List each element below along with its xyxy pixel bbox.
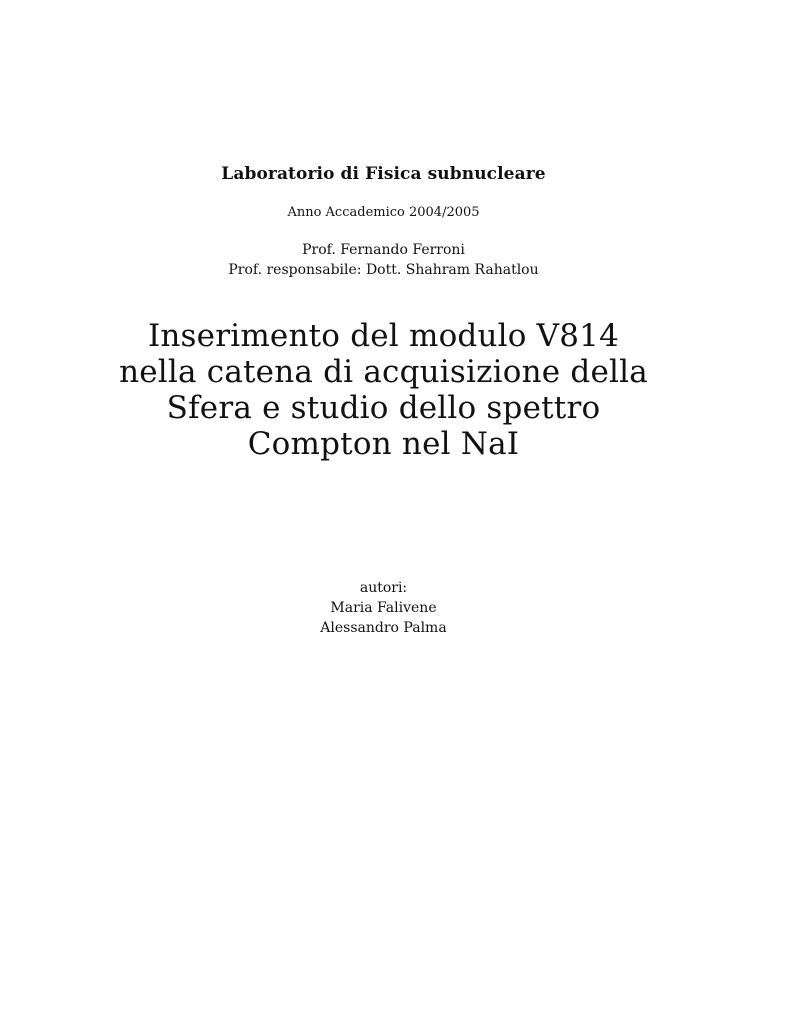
- lab-title: Laboratorio di Fisica subnucleare: [221, 164, 546, 184]
- authors-block: [0, 578, 767, 638]
- title-line: Sfera e studio dello spettro: [166, 390, 601, 426]
- authors-label: autori:: [359, 580, 408, 596]
- document-title: [0, 318, 767, 462]
- responsible-professor: Prof. responsabile: Dott. Shahram Rahatlou: [228, 262, 539, 278]
- author-name: Alessandro Palma: [320, 620, 447, 636]
- title-line: Inserimento del modulo V814: [147, 318, 620, 354]
- author-name: Maria Falivene: [330, 600, 437, 616]
- academic-year: Anno Accademico 2004/2005: [287, 205, 480, 220]
- title-line: nella catena di acquisizione della: [119, 354, 648, 390]
- title-line: Compton nel NaI: [247, 426, 520, 462]
- professors-block: [0, 240, 767, 280]
- professor-name: Prof. Fernando Ferroni: [302, 242, 465, 258]
